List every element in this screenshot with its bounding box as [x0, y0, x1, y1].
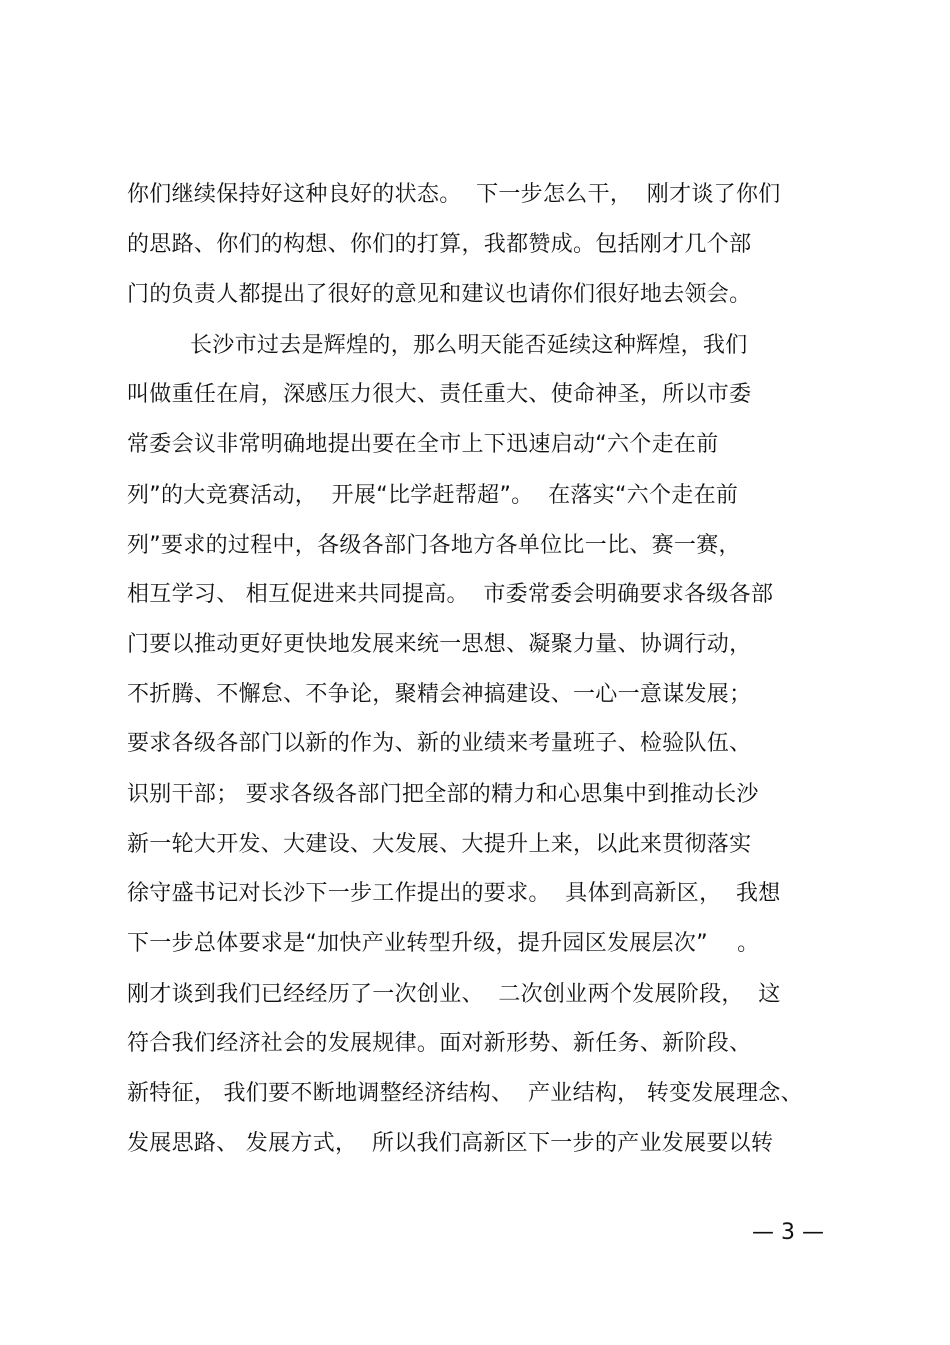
- text-line-indented: 长沙市过去是辉煌的，那么明天能否延续这种辉煌，我们: [190, 333, 748, 358]
- page-number: — 3 —: [752, 1220, 824, 1245]
- text-line: 新特征， 我们要不断地调整经济结构、 产业结构， 转变发展理念、: [127, 1081, 803, 1106]
- text-line: 识别干部； 要求各级各部门把全部的精力和心思集中到推动长沙: [127, 782, 759, 807]
- text-line: 下一步总体要求是“加快产业转型升级，提升园区发展层次” 。: [127, 931, 760, 956]
- text-line: 列”要求的过程中，各级各部门各地方各单位比一比、赛一赛，: [127, 533, 741, 558]
- text-line: 的思路、你们的构想、你们的打算，我都赞成。包括刚才几个部: [127, 232, 752, 257]
- text-line: 门的负责人都提出了很好的意见和建议也请你们很好地去领会。: [127, 282, 752, 307]
- text-line: 新一轮大开发、大建设、大发展、大提升上来，以此来贯彻落实: [127, 832, 752, 857]
- text-line: 相互学习、 相互促进来共同提高。 市委常委会明确要求各级各部: [127, 582, 774, 607]
- text-line: 徐守盛书记对长沙下一步工作提出的要求。 具体到高新区， 我想: [127, 881, 781, 906]
- text-line: 发展思路、 发展方式， 所以我们高新区下一步的产业发展要以转: [127, 1131, 774, 1156]
- text-line: 符合我们经济社会的发展规律。面对新形势、新任务、新阶段、: [127, 1031, 752, 1056]
- text-line: 你们继续保持好这种良好的状态。 下一步怎么干， 刚才谈了你们: [127, 182, 781, 207]
- text-line: 要求各级各部门以新的作为、新的业绩来考量班子、检验队伍、: [127, 731, 752, 756]
- text-line: 叫做重任在肩，深感压力很大、责任重大、使命神圣，所以市委: [127, 382, 752, 407]
- text-line: 列”的大竞赛活动， 开展“比学赶帮超”。 在落实“六个走在前: [127, 483, 739, 508]
- text-line: 不折腾、不懈怠、不争论，聚精会神搞建设、一心一意谋发展；: [127, 682, 752, 707]
- text-line: 常委会议非常明确地提出要在全市上下迅速启动“六个走在前: [127, 432, 719, 457]
- text-line: 刚才谈到我们已经经历了一次创业、 二次创业两个发展阶段， 这: [127, 982, 781, 1007]
- text-line: 门要以推动更好更快地发展来统一思想、凝聚力量、协调行动，: [127, 632, 752, 657]
